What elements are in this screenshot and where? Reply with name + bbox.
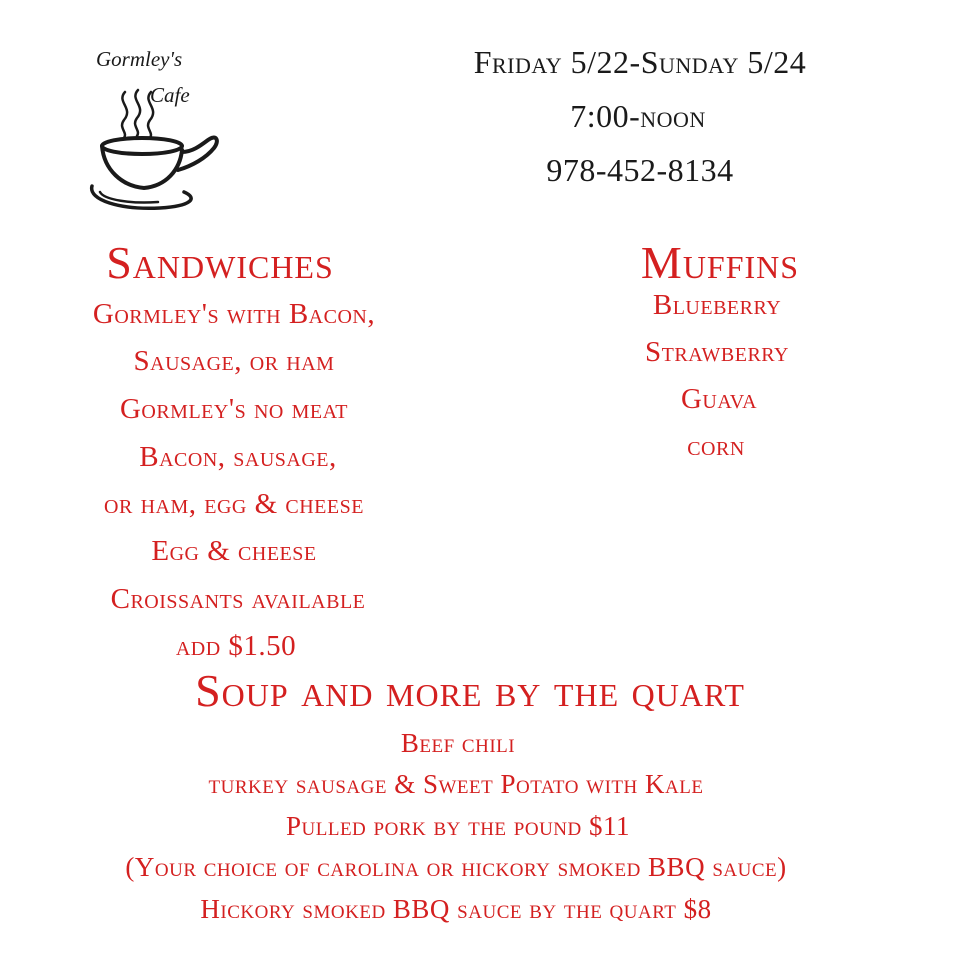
soup-item: (Your choice of carolina or hickory smoked BBQ sauce) xyxy=(125,852,787,882)
muffin-item: Strawberry xyxy=(645,336,789,368)
sandwich-item: Croissants available xyxy=(110,583,366,615)
muffin-item: corn xyxy=(687,430,745,462)
muffin-item: Guava xyxy=(680,383,758,415)
soup-title: Soup and more by the quart xyxy=(195,665,745,716)
soup-item: Hickory smoked BBQ sauce by the quart $8 xyxy=(200,894,712,924)
muffins-title: Muffins xyxy=(640,237,800,288)
sandwich-item: add $1.50 xyxy=(175,630,297,662)
sandwich-item: or ham, egg & cheese xyxy=(104,488,364,520)
soup-item: turkey sausage & Sweet Potato with Kale xyxy=(208,769,704,799)
logo-cafe-text: Cafe xyxy=(150,83,190,107)
sandwich-item: Sausage, or ham xyxy=(133,345,335,377)
logo-name-text: Gormley's xyxy=(96,47,183,71)
sandwich-item: Gormley's no meat xyxy=(119,393,349,425)
sandwich-item: Gormley's with Bacon, xyxy=(92,298,376,330)
sandwich-item: Egg & cheese xyxy=(151,535,317,567)
phone-number: 978-452-8134 xyxy=(546,152,734,188)
cafe-logo xyxy=(80,40,240,220)
soup-item: Pulled pork by the pound $11 xyxy=(286,811,630,841)
event-dates: Friday 5/22-Sunday 5/24 xyxy=(473,44,807,80)
soup-item: Beef chili xyxy=(400,728,516,758)
sandwiches-title: Sandwiches xyxy=(106,237,334,288)
coffee-cup-icon xyxy=(92,90,217,208)
sandwich-item: Bacon, sausage, xyxy=(139,441,337,473)
hours: 7:00-noon xyxy=(570,98,706,134)
muffin-item: Blueberry xyxy=(652,289,782,321)
